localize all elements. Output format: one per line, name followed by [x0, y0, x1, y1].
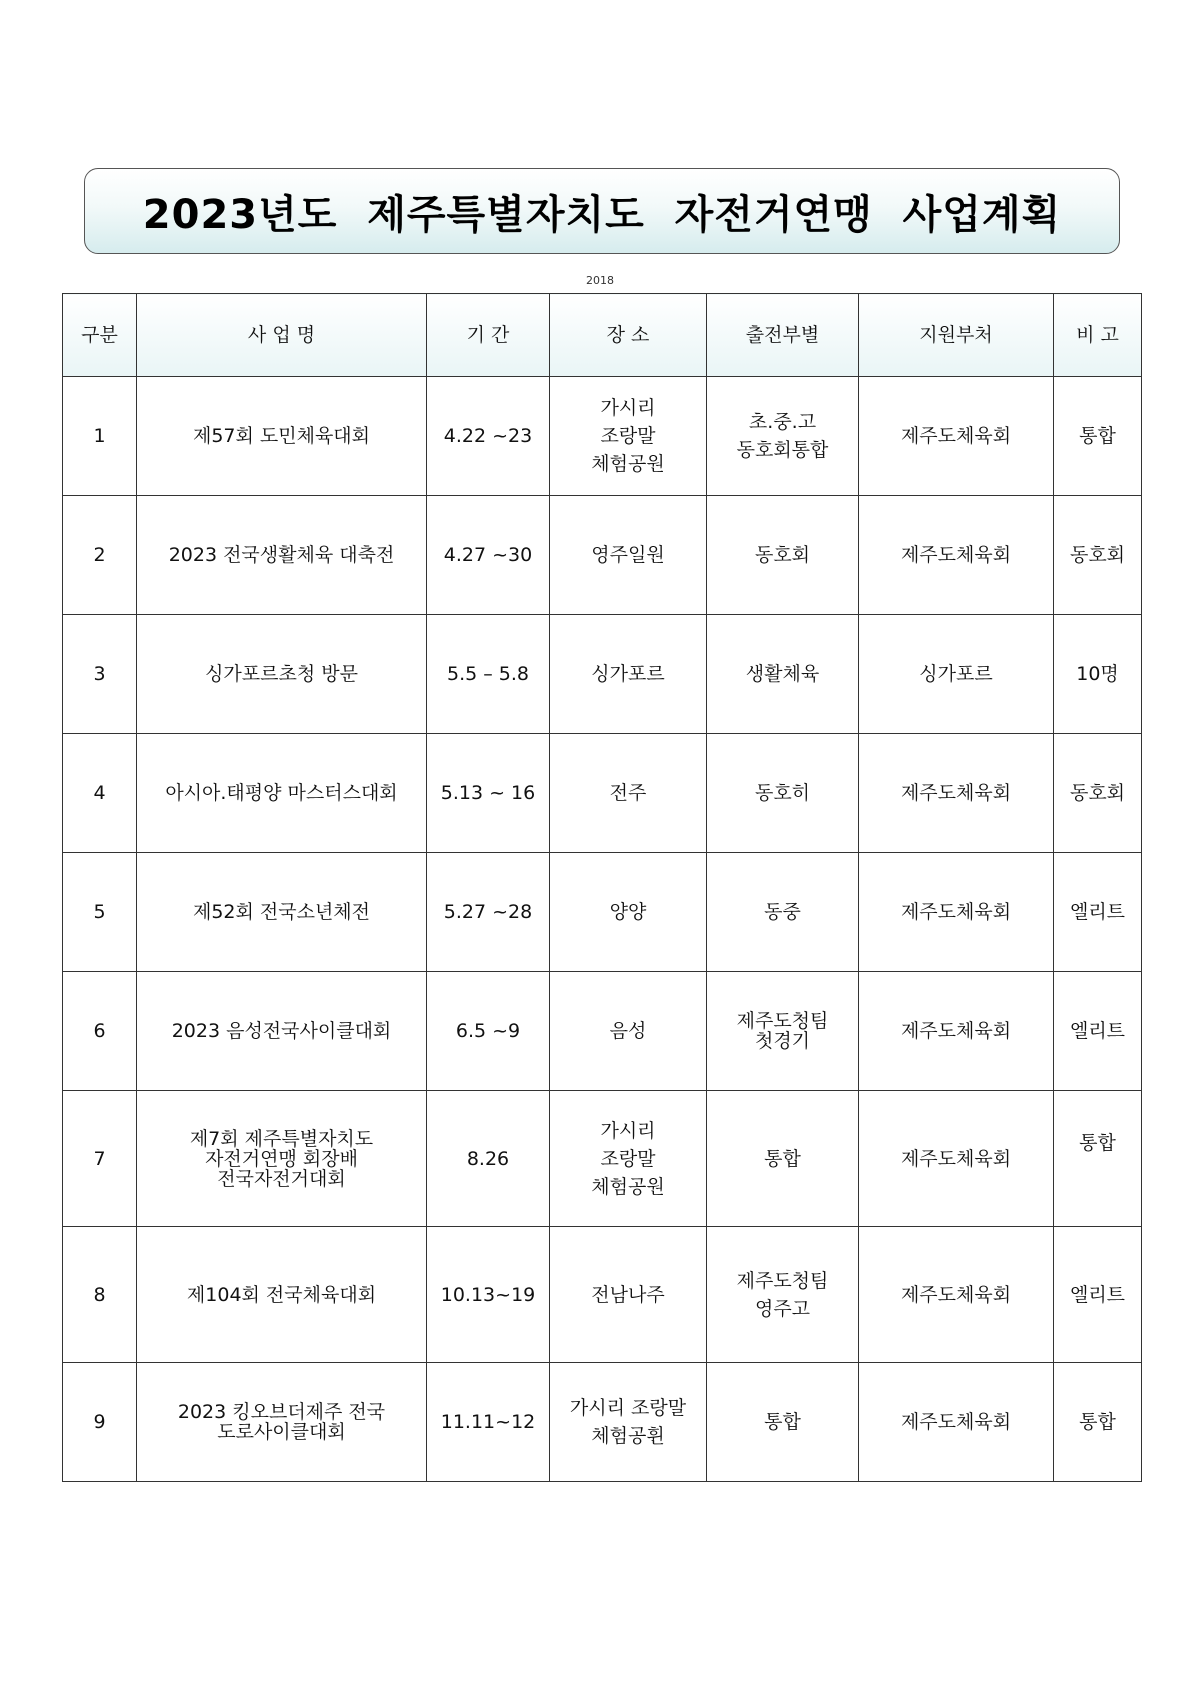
- page-title: 2023년도 제주특별자치도 자전거연맹 사업계획: [142, 191, 1062, 238]
- year-note: 2018: [586, 274, 614, 287]
- period: 11.11~12: [427, 1363, 550, 1482]
- project-name: 제104회 전국체육대회: [137, 1227, 427, 1363]
- header-row: [63, 294, 1142, 377]
- period: 5.5 – 5.8: [427, 615, 550, 734]
- header-project-name: 사 업 명: [137, 294, 427, 377]
- remarks: 10명: [1054, 615, 1142, 734]
- row-number: 5: [63, 853, 137, 972]
- period: 4.27 ~30: [427, 496, 550, 615]
- row-number: 7: [63, 1091, 137, 1227]
- division: 생활체육: [707, 615, 859, 734]
- venue: 가시리 조랑말 체험공휜: [550, 1363, 707, 1482]
- row-number: 9: [63, 1363, 137, 1482]
- division: 동중: [707, 853, 859, 972]
- venue: 음성: [550, 972, 707, 1091]
- remarks: 동호회: [1054, 734, 1142, 853]
- project-name: 2023 전국생활체육 대축전: [137, 496, 427, 615]
- remarks: 엘리트: [1054, 1227, 1142, 1363]
- period: 8.26: [427, 1091, 550, 1227]
- plan-table: [62, 293, 1142, 1482]
- project-name: 제57회 도민체육대회: [137, 377, 427, 496]
- header-division: 출전부별: [707, 294, 859, 377]
- support-agency: 제주도체육회: [859, 1091, 1054, 1227]
- support-agency: 제주도체육회: [859, 853, 1054, 972]
- row-number: 8: [63, 1227, 137, 1363]
- support-agency: 제주도체육회: [859, 496, 1054, 615]
- remarks: 통합: [1054, 1363, 1142, 1482]
- table-row: [63, 1363, 1142, 1482]
- support-agency: 제주도체육회: [859, 1227, 1054, 1363]
- project-name: 제52회 전국소년체전: [137, 853, 427, 972]
- division: 초.중.고 동호회통합: [707, 377, 859, 496]
- row-number: 1: [63, 377, 137, 496]
- header-support-agency: 지원부처: [859, 294, 1054, 377]
- remarks: 동호회: [1054, 496, 1142, 615]
- table-row: [63, 377, 1142, 496]
- table-row: [63, 1091, 1142, 1227]
- header-remarks: 비 고: [1054, 294, 1142, 377]
- period: 5.13 ~ 16: [427, 734, 550, 853]
- division: 동호히: [707, 734, 859, 853]
- period: 5.27 ~28: [427, 853, 550, 972]
- header-category: 구분: [63, 294, 137, 377]
- row-number: 4: [63, 734, 137, 853]
- venue: 전주: [550, 734, 707, 853]
- remarks: 통합: [1054, 377, 1142, 496]
- venue: 싱가포르: [550, 615, 707, 734]
- project-name: 2023 킹오브더제주 전국 도로사이클대회: [137, 1363, 427, 1482]
- table-row: [63, 734, 1142, 853]
- title-box: [84, 168, 1120, 254]
- support-agency: 제주도체육회: [859, 972, 1054, 1091]
- table-row: [63, 615, 1142, 734]
- table-row: [63, 1227, 1142, 1363]
- table-row: [63, 972, 1142, 1091]
- header-period: 기 간: [427, 294, 550, 377]
- period: 10.13~19: [427, 1227, 550, 1363]
- row-number: 2: [63, 496, 137, 615]
- header-venue: 장 소: [550, 294, 707, 377]
- venue: 가시리 조랑말 체험공원: [550, 1091, 707, 1227]
- project-name: 2023 음성전국사이클대회: [137, 972, 427, 1091]
- division: 통합: [707, 1091, 859, 1227]
- support-agency: 제주도체육회: [859, 1363, 1054, 1482]
- division: 동호회: [707, 496, 859, 615]
- division: 통합: [707, 1363, 859, 1482]
- row-number: 3: [63, 615, 137, 734]
- remarks: 통합: [1054, 1091, 1142, 1227]
- support-agency: 제주도체육회: [859, 734, 1054, 853]
- division: 제주도청팀 첫경기: [707, 972, 859, 1091]
- support-agency: 제주도체육회: [859, 377, 1054, 496]
- venue: 양양: [550, 853, 707, 972]
- project-name: 아시아.태평양 마스터스대회: [137, 734, 427, 853]
- division: 제주도청팀 영주고: [707, 1227, 859, 1363]
- remarks: 엘리트: [1054, 853, 1142, 972]
- venue: 영주일원: [550, 496, 707, 615]
- project-name: 싱가포르초청 방문: [137, 615, 427, 734]
- table-row: [63, 853, 1142, 972]
- support-agency: 싱가포르: [859, 615, 1054, 734]
- row-number: 6: [63, 972, 137, 1091]
- project-name: 제7회 제주특별자치도 자전거연맹 회장배 전국자전거대회: [137, 1091, 427, 1227]
- table-row: [63, 496, 1142, 615]
- period: 6.5 ~9: [427, 972, 550, 1091]
- remarks: 엘리트: [1054, 972, 1142, 1091]
- period: 4.22 ~23: [427, 377, 550, 496]
- venue: 가시리 조랑말 체험공원: [550, 377, 707, 496]
- venue: 전남나주: [550, 1227, 707, 1363]
